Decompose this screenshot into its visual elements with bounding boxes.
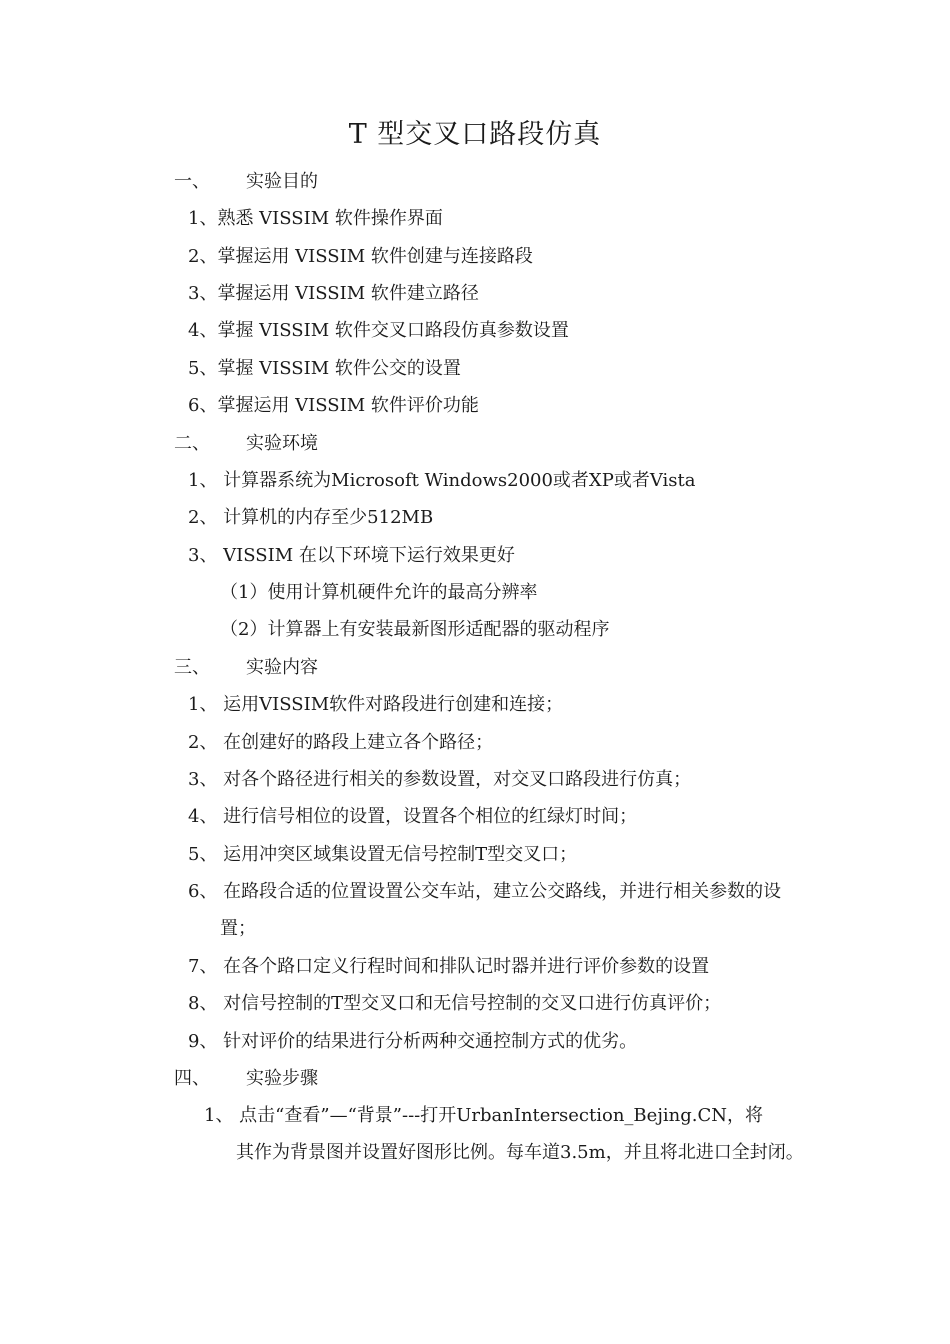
list-item: 4、掌握 VISSIM 软件交叉口路段仿真参数设置 [188,320,569,341]
section-number: 四、 [174,1068,210,1089]
list-item: 2、 在创建好的路段上建立各个路径； [188,732,494,753]
section-title: 实验环境 [246,433,318,454]
list-item: 9、 针对评价的结果进行分析两种交通控制方式的优劣。 [188,1031,638,1052]
list-item: 3、掌握运用 VISSIM 软件建立路径 [188,283,479,304]
list-item: 5、掌握 VISSIM 软件公交的设置 [188,358,461,379]
page-title: T 型交叉口路段仿真 [348,119,602,150]
sub-list-item: （2）计算器上有安装最新图形适配器的驱动程序 [220,619,610,640]
section-number: 一、 [174,171,210,192]
list-item: 4、 进行信号相位的设置，设置各个相位的红绿灯时间； [188,806,638,827]
list-item: 8、 对信号控制的T型交叉口和无信号控制的交叉口进行仿真评价； [188,993,722,1014]
section-title: 实验步骤 [246,1068,318,1089]
list-item: 6、 在路段合适的位置设置公交车站，建立公交路线，并进行相关参数的设 [188,881,782,902]
list-item: 2、掌握运用 VISSIM 软件创建与连接路段 [188,246,533,267]
list-item: 5、 运用冲突区域集设置无信号控制T型交叉口； [188,844,578,865]
list-item: 1、熟悉 VISSIM 软件操作界面 [188,208,443,229]
list-item: 1、 点击“查看”—“背景”---打开UrbanIntersection_Bejing.CN，将 [204,1105,764,1126]
list-item: 3、 对各个路径进行相关的参数设置，对交叉口路段进行仿真； [188,769,692,790]
sub-list-item: （1）使用计算机硬件允许的最高分辨率 [220,582,538,603]
section-number: 三、 [174,657,210,678]
list-item: 1、 计算器系统为Microsoft Windows2000或者XP或者Vista [188,470,696,491]
section-title: 实验内容 [246,657,318,678]
section-number: 二、 [174,433,210,454]
list-item: 6、掌握运用 VISSIM 软件评价功能 [188,395,479,416]
list-item: 3、 VISSIM 在以下环境下运行效果更好 [188,545,515,566]
list-item-continuation: 置； [220,918,256,939]
section-title: 实验目的 [246,171,318,192]
list-item: 1、 运用VISSIM软件对路段进行创建和连接； [188,694,564,715]
list-item: 7、 在各个路口定义行程时间和排队记时器并进行评价参数的设置 [188,956,710,977]
list-item-continuation: 其作为背景图并设置好图形比例。每车道3.5m，并且将北进口全封闭。 [236,1142,804,1163]
list-item: 2、 计算机的内存至少512MB [188,507,434,528]
